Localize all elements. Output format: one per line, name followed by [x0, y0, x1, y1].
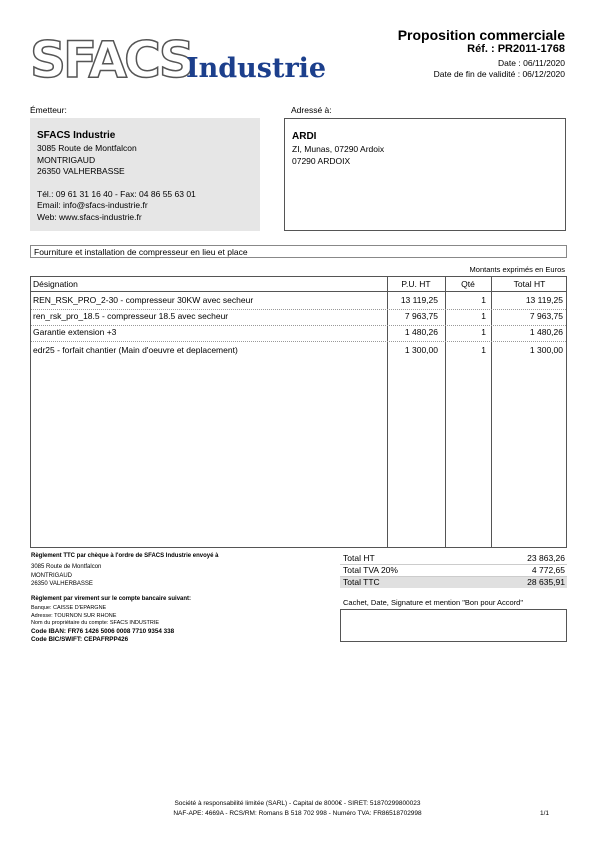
row-quantity: 1	[481, 327, 486, 337]
table-header	[31, 277, 566, 292]
header-designation: Désignation	[33, 279, 78, 289]
footer-registration-line: NAF-APE: 4669A - RCS/RM: Romans B 518 702 998 - Numéro TVA: FR86518702998	[173, 810, 422, 817]
row-designation: REN_RSK_PRO_2-30 - compresseur 30KW avec secheur	[33, 295, 254, 305]
bic-code: Code BIC/SWIFT: CEPAFRPP426	[31, 636, 129, 644]
total-ht-row	[340, 553, 567, 565]
row-total: 1 300,00	[529, 345, 563, 355]
total-ttc-label: Total TTC	[343, 577, 380, 587]
bank-address: Adresse: TOURNON SUR RHONE	[31, 612, 117, 619]
issuer-web: Web: www.sfacs-industrie.fr	[37, 211, 142, 222]
issuer-address-line: 3085 Route de Montfalcon	[37, 143, 137, 153]
recipient-box	[284, 118, 566, 231]
account-holder: Nom du propriétaire du compte: SFACS INDUSTRIE	[31, 620, 160, 626]
row-total: 1 480,26	[529, 327, 563, 337]
row-quantity: 1	[481, 295, 486, 305]
currency-note: Montants exprimés en Euros	[469, 265, 565, 274]
row-unit-price: 1 480,26	[404, 327, 438, 337]
recipient-name: ARDI	[292, 131, 317, 142]
company-logo	[30, 31, 327, 89]
bank-details	[31, 605, 174, 645]
cheque-payment-title: Règlement TTC par chèque à l'ordre de SFACS Industrie envoyé à	[31, 553, 219, 559]
document-title: Proposition commerciale	[397, 27, 565, 43]
document-reference: Réf. : PR2011-1768	[467, 43, 565, 55]
issuer-address-line: 26350 VALHERBASSE	[37, 166, 125, 176]
validity-date: Date de fin de validité : 06/12/2020	[433, 69, 565, 79]
issuer-label: Émetteur:	[30, 105, 67, 115]
row-unit-price: 1 300,00	[404, 345, 438, 355]
table-row	[31, 326, 566, 342]
header-unit-price: P.U. HT	[401, 279, 431, 289]
total-ht-value: 23 863,26	[527, 553, 565, 563]
cheque-address	[31, 563, 101, 589]
total-ttc-row	[340, 577, 567, 588]
header-total: Total HT	[513, 279, 546, 289]
total-tva-row	[340, 565, 567, 577]
table-row	[31, 344, 566, 359]
total-tva-label: Total TVA 20%	[343, 565, 398, 575]
row-designation: ren_rsk_pro_18.5 - compresseur 18.5 avec secheur	[33, 311, 229, 321]
recipient-label: Adressé à:	[291, 105, 332, 115]
issuer-box	[30, 118, 260, 231]
cheque-address-line: MONTRIGAUD	[31, 572, 72, 579]
total-tva-value: 4 772,65	[531, 565, 565, 575]
transfer-payment-title: Règlement par virement sur le compte bancaire suivant:	[31, 596, 192, 602]
items-table	[30, 276, 567, 548]
logo-industrie-text: Industrie	[186, 53, 327, 84]
iban-code: Code IBAN: FR76 1426 5006 0008 7710 9354 338	[31, 627, 175, 635]
proposal-subject: Fourniture et installation de compresseur en lieu et place	[30, 245, 567, 258]
row-total: 13 119,25	[525, 295, 563, 305]
totals-box	[340, 553, 567, 588]
page-number: 1/1	[539, 810, 549, 817]
logo-sfacs-text: SFACS	[30, 31, 192, 89]
signature-box[interactable]	[340, 609, 567, 642]
recipient-address-line: 07290 ARDOIX	[292, 155, 351, 166]
row-designation: Garantie extension +3	[33, 327, 117, 337]
issuer-email: Email: info@sfacs-industrie.fr	[37, 200, 148, 210]
header-quantity: Qté	[461, 279, 475, 289]
issuer-phone: Tél.: 09 61 31 16 40 - Fax: 04 86 55 63 01	[37, 188, 196, 199]
signature-label: Cachet, Date, Signature et mention "Bon pour Accord"	[343, 598, 524, 607]
cheque-address-line: 26350 VALHERBASSE	[31, 581, 93, 588]
total-ttc-value: 28 635,91	[527, 577, 565, 587]
recipient-address-line: ZI, Munas, 07290 Ardoix	[292, 144, 385, 154]
document-date: Date : 06/11/2020	[498, 58, 565, 68]
table-row	[31, 294, 566, 310]
issuer-address-line: MONTRIGAUD	[37, 154, 96, 165]
row-designation: edr25 - forfait chantier (Main d'oeuvre et deplacement)	[33, 345, 238, 355]
row-total: 7 963,75	[529, 311, 563, 321]
table-row	[31, 310, 566, 326]
row-unit-price: 13 119,25	[400, 295, 438, 305]
total-ht-label: Total HT	[343, 553, 375, 563]
bank-name: Banque: CAISSE D'EPARGNE	[31, 605, 107, 611]
footer-legal-line: Société à responsabilité limitée (SARL) - Capital de 8000€ - SIRET: 51870299800023	[174, 800, 421, 807]
cheque-address-line: 3085 Route de Montfalcon	[31, 564, 102, 570]
row-unit-price: 7 963,75	[404, 311, 438, 321]
issuer-name: SFACS Industrie	[37, 130, 116, 141]
row-quantity: 1	[481, 345, 486, 355]
row-quantity: 1	[481, 311, 486, 321]
